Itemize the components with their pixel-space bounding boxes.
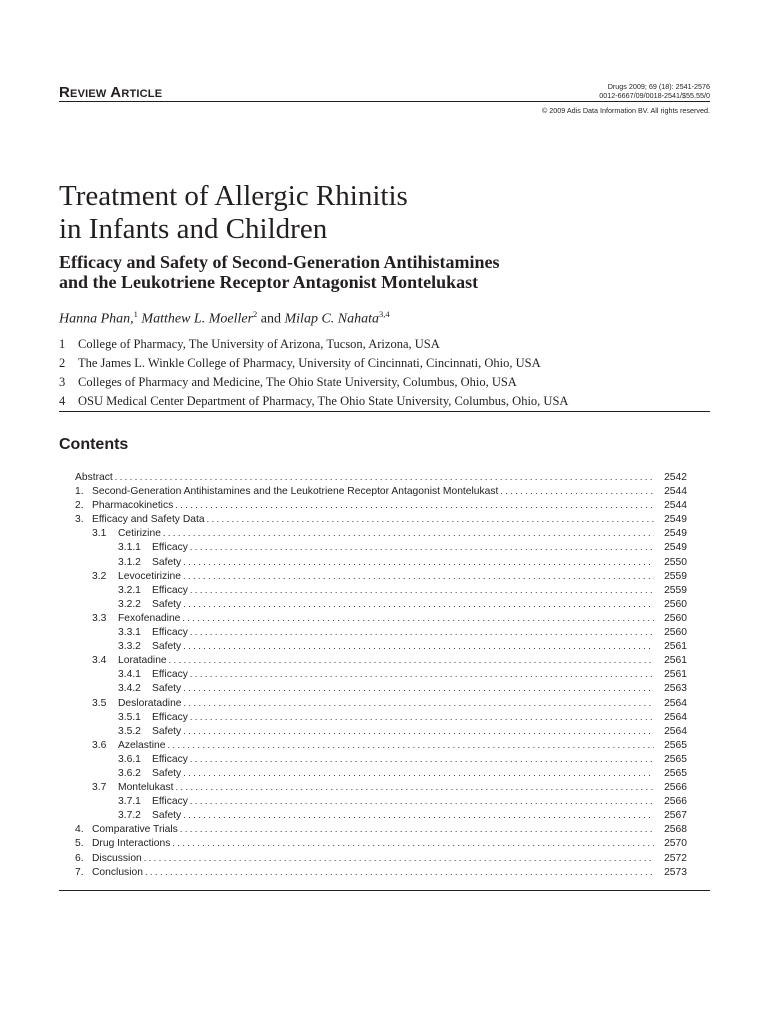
header-divider	[59, 101, 710, 102]
toc-entry-number: 3.5.2	[118, 725, 141, 737]
toc-entry[interactable]	[75, 808, 687, 822]
toc-entry[interactable]	[75, 484, 687, 498]
toc-entry-number: 3.7	[92, 782, 107, 794]
affiliation-divider	[59, 411, 710, 412]
toc-entry-title: Efficacy	[152, 711, 188, 723]
toc-entry[interactable]	[75, 611, 687, 625]
subtitle-line: Efficacy and Safety of Second-Generation Antihistamines	[59, 252, 500, 272]
toc-entry-page: 2549	[664, 514, 687, 526]
toc-entry-title: Safety	[152, 556, 182, 568]
toc-entry-page: 2573	[664, 866, 687, 878]
toc-entry[interactable]	[75, 696, 687, 710]
toc-entry[interactable]	[75, 865, 687, 879]
toc-entry-number: 3.2.2	[118, 598, 141, 610]
toc-entry-page: 2566	[664, 796, 687, 808]
toc-entry[interactable]	[75, 738, 687, 752]
toc-entry-page: 2549	[664, 542, 687, 554]
toc-entry[interactable]	[75, 470, 687, 484]
toc-dot-leader	[183, 724, 654, 738]
toc-entry-page: 2559	[664, 570, 687, 582]
affiliation-number: 4	[59, 394, 66, 408]
toc-entry-title: Efficacy and Safety Data	[92, 514, 205, 526]
toc-entry-number: 3.7.1	[118, 796, 141, 808]
toc-entry-number: 4.	[75, 824, 84, 836]
toc-entry-page: 2544	[664, 500, 687, 512]
toc-dot-leader	[183, 639, 654, 653]
affiliation-number: 2	[59, 356, 66, 370]
toc-entry[interactable]	[75, 583, 687, 597]
toc-entry-page: 2561	[664, 641, 687, 653]
toc-entry-title: Levocetirizine	[118, 570, 181, 582]
toc-entry[interactable]	[75, 822, 687, 836]
toc-dot-leader	[190, 667, 654, 681]
toc-entry-number: 3.5	[92, 697, 107, 709]
toc-entry-title: Efficacy	[152, 584, 188, 596]
article-title	[59, 180, 719, 246]
toc-entry-title: Pharmacokinetics	[92, 500, 174, 512]
toc-entry-title: Safety	[152, 767, 182, 779]
toc-entry-title: Safety	[152, 641, 182, 653]
toc-entry-number: 3.4.1	[118, 669, 141, 681]
toc-entry[interactable]	[75, 794, 687, 808]
affiliation-text: OSU Medical Center Department of Pharmacy, The Ohio State University, Columbus, Ohio, USA	[78, 394, 569, 408]
toc-entry-page: 2564	[664, 711, 687, 723]
toc-dot-leader	[175, 498, 654, 512]
toc-entry-page: 2550	[664, 556, 687, 568]
toc-entry-page: 2567	[664, 810, 687, 822]
toc-entry-number: 3.3.2	[118, 641, 141, 653]
copyright-notice: © 2009 Adis Data Information BV. All rights reserved.	[541, 106, 710, 115]
toc-entry[interactable]	[75, 526, 687, 540]
toc-dot-leader	[169, 653, 654, 667]
toc-entry-number: 3.7.2	[118, 810, 141, 822]
toc-entry-page: 2544	[664, 486, 687, 498]
journal-citation	[599, 82, 710, 100]
toc-entry[interactable]	[75, 667, 687, 681]
toc-entry-number: 3.4	[92, 655, 107, 667]
toc-entry-title: Efficacy	[152, 627, 188, 639]
toc-dot-leader	[183, 569, 654, 583]
toc-entry-page: 2565	[664, 767, 687, 779]
toc-entry-number: 3.5.1	[118, 711, 141, 723]
toc-entry-title: Fexofenadine	[118, 612, 181, 624]
affiliation-item	[59, 373, 719, 392]
affiliation-number: 1	[59, 337, 66, 351]
toc-entry[interactable]	[75, 681, 687, 695]
toc-entry-page: 2566	[664, 782, 687, 794]
citation-line: Drugs 2009; 69 (18): 2541-2576	[607, 82, 710, 91]
toc-entry-page: 2549	[664, 528, 687, 540]
toc-entry-page: 2564	[664, 725, 687, 737]
author-name: Milap C. Nahata	[284, 311, 380, 327]
toc-dot-leader	[183, 808, 654, 822]
toc-entry-page: 2565	[664, 753, 687, 765]
affiliation-number: 3	[59, 375, 66, 389]
toc-entry-title: Efficacy	[152, 542, 188, 554]
toc-entry-title: Cetirizine	[118, 528, 161, 540]
affiliation-text: The James L. Winkle College of Pharmacy, University of Cincinnati, Cincinnati, Ohio, USA	[78, 356, 541, 370]
toc-dot-leader	[183, 681, 654, 695]
toc-dot-leader	[184, 696, 654, 710]
toc-entry-page: 2560	[664, 598, 687, 610]
toc-dot-leader	[182, 611, 654, 625]
contents-heading: Contents	[59, 436, 129, 453]
toc-entry[interactable]	[75, 752, 687, 766]
toc-entry-title: Safety	[152, 598, 182, 610]
toc-entry-number: 3.3	[92, 612, 107, 624]
toc-entry-title: Drug Interactions	[92, 838, 171, 850]
toc-entry-title: Efficacy	[152, 796, 188, 808]
toc-dot-leader	[144, 851, 654, 865]
toc-entry-number: 6.	[75, 852, 84, 864]
author-affiliation-ref: 1	[133, 309, 138, 319]
toc-entry-title: Comparative Trials	[92, 824, 178, 836]
toc-entry-page: 2570	[664, 838, 687, 850]
toc-entry[interactable]	[75, 710, 687, 724]
toc-entry[interactable]	[75, 836, 687, 850]
toc-dot-leader	[172, 836, 654, 850]
toc-dot-leader	[183, 766, 654, 780]
toc-entry-title: Safety	[152, 725, 182, 737]
toc-entry[interactable]	[75, 724, 687, 738]
toc-dot-leader	[168, 738, 654, 752]
toc-entry-title: Desloratadine	[118, 697, 182, 709]
toc-entry[interactable]	[75, 555, 687, 569]
toc-dot-leader	[183, 555, 654, 569]
subtitle-line: and the Leukotriene Receptor Antagonist Montelukast	[59, 272, 479, 292]
toc-dot-leader	[190, 710, 654, 724]
toc-dot-leader	[180, 822, 654, 836]
affiliation-item	[59, 354, 719, 373]
toc-entry-title: Discussion	[92, 852, 142, 864]
toc-dot-leader	[190, 625, 654, 639]
toc-dot-leader	[500, 484, 654, 498]
toc-dot-leader	[190, 752, 654, 766]
toc-entry[interactable]	[75, 639, 687, 653]
toc-entry-title: Second-Generation Antihistamines and the Leukotriene Receptor Antagonist Montelukast	[92, 486, 499, 498]
toc-entry[interactable]	[75, 512, 687, 526]
toc-dot-leader	[115, 470, 654, 484]
author-name: Matthew L. Moeller	[141, 311, 254, 327]
toc-entry-number: 3.6.2	[118, 767, 141, 779]
toc-entry-title: Montelukast	[118, 782, 174, 794]
toc-dot-leader	[163, 526, 654, 540]
toc-entry-number: 3.6.1	[118, 753, 141, 765]
toc-entry-page: 2561	[664, 655, 687, 667]
toc-entry[interactable]	[75, 597, 687, 611]
toc-dot-leader	[190, 540, 654, 554]
toc-entry-title: Safety	[152, 810, 182, 822]
affiliation-text: College of Pharmacy, The University of Arizona, Tucson, Arizona, USA	[78, 337, 440, 351]
toc-entry[interactable]	[75, 569, 687, 583]
toc-entry[interactable]	[75, 498, 687, 512]
toc-entry-title: Efficacy	[152, 669, 188, 681]
title-line: in Infants and Children	[59, 213, 328, 245]
toc-entry-page: 2565	[664, 739, 687, 751]
toc-entry-number: 3.1.2	[118, 556, 141, 568]
toc-entry-page: 2560	[664, 612, 687, 624]
contents-bottom-divider	[59, 890, 710, 891]
toc-entry-page: 2572	[664, 852, 687, 864]
toc-entry-page: 2542	[664, 472, 687, 483]
toc-dot-leader	[145, 865, 654, 879]
toc-dot-leader	[190, 794, 654, 808]
toc-entry-page: 2568	[664, 824, 687, 836]
toc-entry[interactable]	[75, 653, 687, 667]
toc-entry-page: 2563	[664, 683, 687, 695]
toc-entry-number: 3.2	[92, 570, 107, 582]
toc-entry-number: 5.	[75, 838, 84, 850]
toc-entry[interactable]	[75, 540, 687, 554]
toc-entry-number: 3.1	[92, 528, 107, 540]
toc-entry-number: 7.	[75, 866, 84, 878]
toc-dot-leader	[207, 512, 654, 526]
toc-entry-title: Abstract	[75, 472, 113, 483]
toc-dot-leader	[176, 780, 654, 794]
toc-entry-number: 3.4.2	[118, 683, 141, 695]
affiliation-item	[59, 335, 719, 354]
toc-dot-leader	[183, 597, 654, 611]
author-name: Hanna Phan,	[59, 311, 134, 327]
toc-entry-number: 2.	[75, 500, 84, 512]
toc-entry-number: 3.3.1	[118, 627, 141, 639]
author-affiliation-ref: 3,4	[379, 309, 390, 319]
toc-entry-title: Safety	[152, 683, 182, 695]
toc-entry-number: 3.2.1	[118, 584, 141, 596]
title-line: Treatment of Allergic Rhinitis	[59, 180, 408, 212]
affiliation-text: Colleges of Pharmacy and Medicine, The Ohio State University, Columbus, Ohio, USA	[78, 375, 517, 389]
toc-entry-title: Efficacy	[152, 753, 188, 765]
toc-entry-page: 2564	[664, 697, 687, 709]
toc-entry-number: 3.1.1	[118, 542, 141, 554]
toc-entry-page: 2559	[664, 584, 687, 596]
toc-entry[interactable]	[75, 766, 687, 780]
toc-entry[interactable]	[75, 625, 687, 639]
article-subtitle	[59, 252, 719, 292]
affiliation-item	[59, 392, 719, 411]
toc-entry-title: Conclusion	[92, 866, 143, 878]
author-affiliation-ref: 2	[253, 309, 258, 319]
affiliation-list	[59, 335, 719, 411]
toc-dot-leader	[190, 583, 654, 597]
toc-entry[interactable]	[75, 780, 687, 794]
toc-entry-number: 3.6	[92, 739, 107, 751]
toc-entry-page: 2560	[664, 627, 687, 639]
table-of-contents	[75, 470, 687, 879]
author-conjunction: and	[260, 311, 281, 327]
issn-line: 0012-6667/09/0018-2541/$55.55/0	[599, 91, 710, 100]
toc-entry-title: Azelastine	[118, 739, 166, 751]
toc-entry-title: Loratadine	[118, 655, 167, 667]
toc-entry-page: 2561	[664, 669, 687, 681]
author-list	[59, 309, 390, 328]
toc-entry-number: 3.	[75, 514, 84, 526]
article-type-label: Review Article	[59, 84, 163, 101]
toc-entry-number: 1.	[75, 486, 84, 498]
toc-entry[interactable]	[75, 851, 687, 865]
